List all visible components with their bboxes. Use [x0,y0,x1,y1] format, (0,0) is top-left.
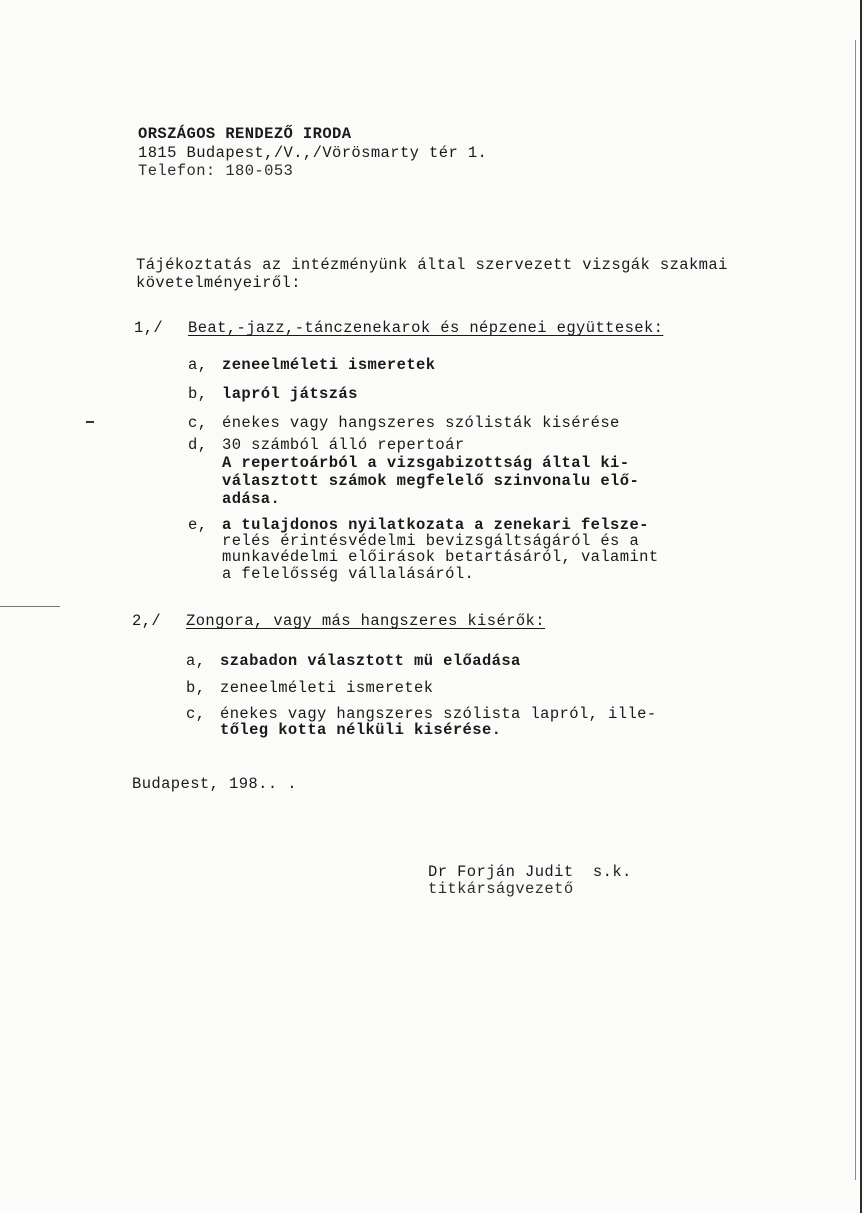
intro-line-1: Tájékoztatás az intézményünk által szervezett vizsgák szakmai [136,256,728,274]
s1-item-a-letter: a, [188,356,208,374]
org-name: ORSZÁGOS RENDEZŐ IRODA [138,125,352,143]
org-address: 1815 Budapest,/V.,/Vörösmarty tér 1. [138,144,488,162]
s1-item-a-text: zeneelméleti ismeretek [222,356,436,374]
signer-name: Dr Forján Judit s.k. [428,863,632,881]
s1-item-c-text: énekes vagy hangszeres szólisták kisérése [222,414,620,432]
s1-item-b-letter: b, [188,385,208,403]
s2-item-a-letter: a, [186,652,206,670]
s1-item-e-line-3: munkavédelmi előirások betartásáról, valamint [222,548,659,566]
signer-title: titkárságvezető [428,880,574,898]
s1-item-e-line-1: a tulajdonos nyilatkozata a zenekari felsze- [222,516,649,534]
place-date: Budapest, 198.. . [132,775,297,793]
section-1-title: Beat,-jazz,-tánczenekarok és népzenei együttesek: [188,319,664,337]
s2-item-a-text: szabadon választott mü előadása [220,652,521,670]
s1-item-d-letter: d, [188,436,208,454]
s2-item-c-letter: c, [186,705,206,723]
page-edge-shadow [855,40,856,1180]
section-2-title: Zongora, vagy más hangszeres kisérők: [186,612,545,630]
s2-item-b-text: zeneelméleti ismeretek [220,679,434,697]
s1-item-d-line-4: adása. [222,490,281,508]
section-1-number: 1,/ [134,319,164,337]
s1-item-d-line-3: választott számok megfelelő szinvonalu elő- [222,472,640,490]
s1-item-b-text: lapról játszás [222,385,358,403]
margin-mark [86,421,94,423]
intro-line-2: követelményeiről: [136,274,301,292]
s1-item-d-line-2: A repertoárból a vizsgabizottság által ki- [222,454,630,472]
s2-item-c-line-2: tőleg kotta nélküli kisérése. [220,721,502,739]
s1-item-c-letter: c, [188,414,208,432]
s2-item-c-line-1: énekes vagy hangszeres szólista lapról, ille- [220,705,657,723]
s1-item-e-line-2: relés érintésvédelmi bevizsgáltságáról és a [222,532,640,550]
s1-item-e-letter: e, [188,516,208,534]
s2-item-b-letter: b, [186,679,206,697]
s1-item-d-line-1: 30 számból álló repertoár [222,436,465,454]
org-phone: Telefon: 180-053 [138,162,294,180]
s1-item-e-line-4: a felelősség vállalásáról. [222,565,475,583]
page-edge [860,0,862,1213]
scan-mark [0,606,60,607]
section-2-number: 2,/ [132,612,162,630]
